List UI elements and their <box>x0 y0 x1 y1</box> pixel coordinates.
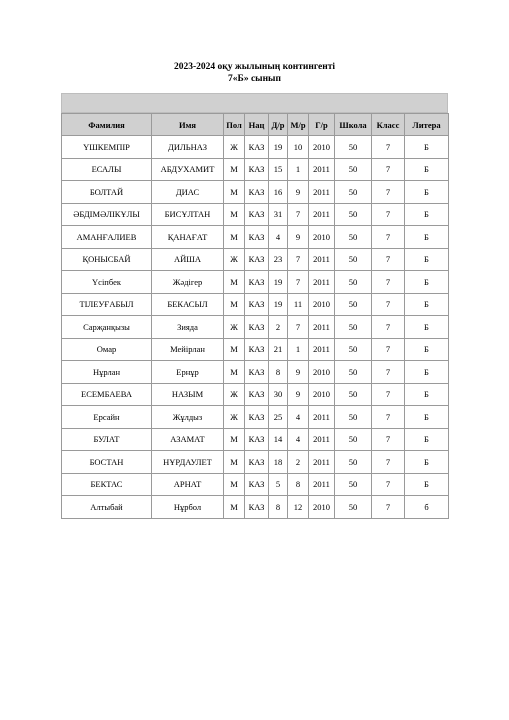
column-header-school: Школа <box>335 114 372 136</box>
document-subtitle: 7«Б» сынып <box>228 74 281 84</box>
table-row <box>62 406 449 429</box>
nationality-cell: КАЗ <box>245 293 269 316</box>
school-cell: 50 <box>335 473 372 496</box>
nationality-cell: КАЗ <box>245 383 269 406</box>
school-cell: 50 <box>335 203 372 226</box>
school-cell: 50 <box>335 361 372 384</box>
birth-day-cell: 19 <box>269 136 288 159</box>
birth-year-cell: 2011 <box>309 203 335 226</box>
nationality-cell: КАЗ <box>245 181 269 204</box>
birth-year-cell: 2011 <box>309 181 335 204</box>
class-cell: 7 <box>372 361 405 384</box>
birth-month-cell: 7 <box>288 203 309 226</box>
table-row <box>62 473 449 496</box>
birth-day-cell: 8 <box>269 496 288 519</box>
gender-cell: Ж <box>224 316 245 339</box>
birth-year-cell: 2010 <box>309 226 335 249</box>
column-header-letter: Литера <box>405 114 449 136</box>
birth-month-cell: 9 <box>288 181 309 204</box>
name-cell: Жұлдыз <box>152 406 224 429</box>
birth-month-cell: 11 <box>288 293 309 316</box>
birth-day-cell: 31 <box>269 203 288 226</box>
gender-cell: М <box>224 181 245 204</box>
name-cell: Мейірлан <box>152 338 224 361</box>
birth-day-cell: 4 <box>269 226 288 249</box>
surname-cell: БЕКТАС <box>62 473 152 496</box>
school-cell: 50 <box>335 338 372 361</box>
school-cell: 50 <box>335 496 372 519</box>
name-cell: Жәдігер <box>152 271 224 294</box>
letter-cell: Б <box>405 428 449 451</box>
table-row <box>62 226 449 249</box>
letter-cell: Б <box>405 451 449 474</box>
birth-day-cell: 23 <box>269 248 288 271</box>
nationality-cell: КАЗ <box>245 226 269 249</box>
class-cell: 7 <box>372 338 405 361</box>
letter-cell: б <box>405 496 449 519</box>
class-cell: 7 <box>372 496 405 519</box>
column-header-birth-month: М/р <box>288 114 309 136</box>
gender-cell: М <box>224 271 245 294</box>
table-row <box>62 428 449 451</box>
document-title: 2023-2024 оқу жылының контингенті <box>173 62 336 72</box>
gender-cell: М <box>224 338 245 361</box>
column-header-class: Класс <box>372 114 405 136</box>
table-row <box>62 136 449 159</box>
birth-year-cell: 2011 <box>309 248 335 271</box>
school-cell: 50 <box>335 428 372 451</box>
student-table <box>61 113 449 519</box>
letter-cell: Б <box>405 473 449 496</box>
gender-cell: М <box>224 496 245 519</box>
table-row <box>62 338 449 361</box>
surname-cell: БУЛАТ <box>62 428 152 451</box>
school-cell: 50 <box>335 226 372 249</box>
birth-year-cell: 2011 <box>309 473 335 496</box>
nationality-cell: КАЗ <box>245 136 269 159</box>
letter-cell: Б <box>405 293 449 316</box>
name-cell: ДИЛЬНАЗ <box>152 136 224 159</box>
birth-month-cell: 7 <box>288 271 309 294</box>
birth-day-cell: 21 <box>269 338 288 361</box>
class-cell: 7 <box>372 406 405 429</box>
school-cell: 50 <box>335 181 372 204</box>
surname-cell: ҮШКЕМПІР <box>62 136 152 159</box>
class-cell: 7 <box>372 203 405 226</box>
class-cell: 7 <box>372 271 405 294</box>
birth-year-cell: 2011 <box>309 338 335 361</box>
birth-year-cell: 2011 <box>309 428 335 451</box>
school-cell: 50 <box>335 316 372 339</box>
nationality-cell: КАЗ <box>245 428 269 451</box>
gender-cell: Ж <box>224 406 245 429</box>
gender-cell: М <box>224 158 245 181</box>
nationality-cell: КАЗ <box>245 316 269 339</box>
nationality-cell: КАЗ <box>245 496 269 519</box>
school-cell: 50 <box>335 293 372 316</box>
letter-cell: Б <box>405 361 449 384</box>
nationality-cell: КАЗ <box>245 158 269 181</box>
birth-day-cell: 14 <box>269 428 288 451</box>
birth-day-cell: 2 <box>269 316 288 339</box>
table-header-band <box>61 93 448 113</box>
surname-cell: Нұрлан <box>62 361 152 384</box>
table-row <box>62 496 449 519</box>
birth-month-cell: 4 <box>288 406 309 429</box>
class-cell: 7 <box>372 226 405 249</box>
school-cell: 50 <box>335 406 372 429</box>
birth-year-cell: 2011 <box>309 406 335 429</box>
table-row <box>62 361 449 384</box>
gender-cell: М <box>224 473 245 496</box>
letter-cell: Б <box>405 406 449 429</box>
birth-day-cell: 8 <box>269 361 288 384</box>
name-cell: НҰРДАУЛЕТ <box>152 451 224 474</box>
table-row <box>62 293 449 316</box>
class-cell: 7 <box>372 451 405 474</box>
birth-month-cell: 8 <box>288 473 309 496</box>
letter-cell: Б <box>405 338 449 361</box>
surname-cell: Омар <box>62 338 152 361</box>
table-row <box>62 203 449 226</box>
gender-cell: М <box>224 361 245 384</box>
gender-cell: М <box>224 293 245 316</box>
school-cell: 50 <box>335 158 372 181</box>
gender-cell: Ж <box>224 136 245 159</box>
nationality-cell: КАЗ <box>245 406 269 429</box>
birth-month-cell: 9 <box>288 226 309 249</box>
school-cell: 50 <box>335 248 372 271</box>
column-header-birth-year: Г/р <box>309 114 335 136</box>
name-cell: АЙША <box>152 248 224 271</box>
table-row <box>62 248 449 271</box>
column-header-surname: Фамилия <box>62 114 152 136</box>
surname-cell: Сарҗанқызы <box>62 316 152 339</box>
birth-year-cell: 2010 <box>309 383 335 406</box>
class-cell: 7 <box>372 473 405 496</box>
name-cell: АРНАТ <box>152 473 224 496</box>
birth-year-cell: 2011 <box>309 316 335 339</box>
birth-year-cell: 2011 <box>309 451 335 474</box>
birth-year-cell: 2010 <box>309 293 335 316</box>
nationality-cell: КАЗ <box>245 203 269 226</box>
class-cell: 7 <box>372 383 405 406</box>
birth-month-cell: 2 <box>288 451 309 474</box>
birth-month-cell: 7 <box>288 248 309 271</box>
birth-day-cell: 19 <box>269 293 288 316</box>
name-cell: Нұрбол <box>152 496 224 519</box>
name-cell: ДИАС <box>152 181 224 204</box>
surname-cell: БОЛТАЙ <box>62 181 152 204</box>
surname-cell: ҚОНЫСБАЙ <box>62 248 152 271</box>
birth-year-cell: 2010 <box>309 136 335 159</box>
class-cell: 7 <box>372 181 405 204</box>
nationality-cell: КАЗ <box>245 338 269 361</box>
nationality-cell: КАЗ <box>245 361 269 384</box>
gender-cell: М <box>224 226 245 249</box>
column-header-birth-day: Д/р <box>269 114 288 136</box>
name-cell: АЗАМАТ <box>152 428 224 451</box>
column-header-gender: Пол <box>224 114 245 136</box>
birth-year-cell: 2010 <box>309 496 335 519</box>
table-row <box>62 181 449 204</box>
letter-cell: Б <box>405 316 449 339</box>
name-cell: НАЗЫМ <box>152 383 224 406</box>
column-header-nationality: Нац <box>245 114 269 136</box>
letter-cell: Б <box>405 248 449 271</box>
birth-month-cell: 7 <box>288 316 309 339</box>
class-cell: 7 <box>372 293 405 316</box>
class-cell: 7 <box>372 158 405 181</box>
birth-month-cell: 1 <box>288 338 309 361</box>
letter-cell: Б <box>405 181 449 204</box>
nationality-cell: КАЗ <box>245 248 269 271</box>
name-cell: БИСҰЛТАН <box>152 203 224 226</box>
gender-cell: М <box>224 428 245 451</box>
table-row <box>62 271 449 294</box>
surname-cell: ЕСЕМБАЕВА <box>62 383 152 406</box>
birth-day-cell: 25 <box>269 406 288 429</box>
letter-cell: Б <box>405 226 449 249</box>
name-cell: Зияда <box>152 316 224 339</box>
class-cell: 7 <box>372 316 405 339</box>
surname-cell: ТІЛЕУҒАБЫЛ <box>62 293 152 316</box>
gender-cell: М <box>224 203 245 226</box>
birth-day-cell: 18 <box>269 451 288 474</box>
birth-year-cell: 2011 <box>309 271 335 294</box>
birth-month-cell: 4 <box>288 428 309 451</box>
class-cell: 7 <box>372 136 405 159</box>
surname-cell: Үсіпбек <box>62 271 152 294</box>
nationality-cell: КАЗ <box>245 271 269 294</box>
birth-year-cell: 2011 <box>309 158 335 181</box>
surname-cell: ЕСАЛЫ <box>62 158 152 181</box>
nationality-cell: КАЗ <box>245 451 269 474</box>
birth-day-cell: 5 <box>269 473 288 496</box>
class-cell: 7 <box>372 248 405 271</box>
class-cell: 7 <box>372 428 405 451</box>
birth-month-cell: 12 <box>288 496 309 519</box>
gender-cell: Ж <box>224 248 245 271</box>
birth-day-cell: 16 <box>269 181 288 204</box>
letter-cell: Б <box>405 383 449 406</box>
table-row <box>62 451 449 474</box>
birth-day-cell: 15 <box>269 158 288 181</box>
surname-cell: Ерсайн <box>62 406 152 429</box>
table-header-row <box>62 114 449 136</box>
birth-month-cell: 10 <box>288 136 309 159</box>
letter-cell: Б <box>405 203 449 226</box>
school-cell: 50 <box>335 383 372 406</box>
table-row <box>62 383 449 406</box>
gender-cell: М <box>224 451 245 474</box>
gender-cell: Ж <box>224 383 245 406</box>
surname-cell: ӘБДІМӘЛІКҰЛЫ <box>62 203 152 226</box>
birth-year-cell: 2010 <box>309 361 335 384</box>
name-cell: Ернұр <box>152 361 224 384</box>
column-header-name: Имя <box>152 114 224 136</box>
letter-cell: Б <box>405 271 449 294</box>
name-cell: АБДУХАМИТ <box>152 158 224 181</box>
table-row <box>62 158 449 181</box>
surname-cell: Алтыбай <box>62 496 152 519</box>
letter-cell: Б <box>405 158 449 181</box>
nationality-cell: КАЗ <box>245 473 269 496</box>
birth-month-cell: 9 <box>288 361 309 384</box>
birth-month-cell: 1 <box>288 158 309 181</box>
name-cell: ҚАНАҒАТ <box>152 226 224 249</box>
school-cell: 50 <box>335 271 372 294</box>
school-cell: 50 <box>335 451 372 474</box>
birth-month-cell: 9 <box>288 383 309 406</box>
surname-cell: БОСТАН <box>62 451 152 474</box>
school-cell: 50 <box>335 136 372 159</box>
letter-cell: Б <box>405 136 449 159</box>
table-row <box>62 316 449 339</box>
birth-day-cell: 19 <box>269 271 288 294</box>
surname-cell: АМАНҒАЛИЕВ <box>62 226 152 249</box>
birth-day-cell: 30 <box>269 383 288 406</box>
name-cell: БЕКАСЫЛ <box>152 293 224 316</box>
